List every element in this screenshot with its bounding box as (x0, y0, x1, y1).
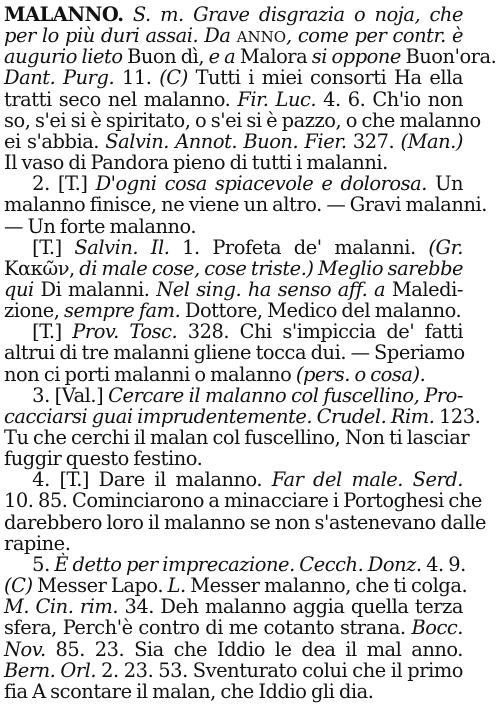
entry-text: Bocc. (411, 616, 463, 640)
entry-line (4, 468, 463, 491)
entry-text: tratti seco nel malanno. (4, 87, 238, 111)
entry-line (4, 638, 463, 661)
entry-text: , come per contr. è (286, 24, 463, 48)
entry-text: Dottore, Medico del malanno. (184, 299, 462, 323)
entry-text: ANNO (236, 28, 287, 47)
entry-text: 3. [Val.] (4, 383, 109, 407)
entry-text: — Un forte malanno. (4, 214, 197, 238)
entry-line (4, 384, 463, 407)
entry-line (4, 341, 463, 364)
entry-line (4, 299, 463, 322)
entry-text: 34. Deh malanno aggia quella terza (124, 595, 463, 619)
entry-text: fuggir questo festino. (4, 447, 203, 471)
entry-text: Un (435, 172, 464, 196)
entry-text: Il vaso di Pandora pieno di tutti i malanni. (4, 151, 388, 175)
entry-text: 123. (438, 404, 481, 428)
entry-line (4, 24, 463, 47)
entry-text: Maledi- (391, 277, 463, 301)
entry-line (4, 595, 463, 618)
entry-line (4, 426, 470, 449)
entry-line (4, 236, 463, 259)
entry-text: altrui di tre malanni gliene tocca dui. — Speriamo (4, 341, 465, 365)
entry-text: Salvin. Annot. Buon. Fier. (105, 129, 353, 153)
entry-text: D'ogni cosa spiacevole e dolorosa. (95, 172, 436, 196)
entry-text: per lo più duri assai. Da (4, 24, 237, 48)
entry-text: Κακῶν, (4, 256, 80, 280)
entry-text: rapine. (4, 531, 71, 555)
entry-line (4, 510, 486, 534)
entry-line (4, 88, 463, 111)
entry-line (4, 193, 487, 217)
entry-text: [T.] (4, 235, 75, 259)
entry-text: sempre fam. (64, 299, 185, 323)
entry-text: zione, (4, 299, 65, 323)
entry-text: 5. (4, 552, 55, 576)
entry-text: malanno finisce, ne viene un altro. — Gravi malanni. (4, 193, 487, 217)
entry-text: L. (167, 574, 191, 598)
entry-text: fia A scontare il malan, che Iddio gli dia. (4, 679, 374, 703)
entry-text: Messer malanno, che ti colga. (190, 574, 468, 598)
entry-text: Cercare il malanno col fuscellino, Pro- (108, 383, 463, 407)
entry-line (4, 3, 463, 26)
entry-text: Malora (239, 45, 312, 69)
entry-text: (pers. o cosa). (295, 362, 426, 386)
entry-text: augurio lieto (4, 45, 128, 69)
entry-line (4, 532, 463, 555)
headword: MALANNO. (4, 3, 124, 26)
entry-text: 10. 85. Cominciarono a minacciare i Portoghesi che (4, 489, 482, 513)
entry-text: 1. Profeta de' malanni. (182, 235, 429, 259)
entry-line (4, 108, 481, 132)
entry-text: Di malanni. (40, 277, 157, 301)
entry-text: (C) (4, 574, 38, 598)
entry-text: qui (4, 277, 41, 301)
entry-text: so, s'ei si è spiritato, o s'ei si è pazzo, o che malanno (4, 108, 481, 132)
entry-text: Tu che cerchi il malan col fuscellino, Non ti lasciar (4, 426, 470, 449)
entry-text: Tutti i miei consorti Ha ella (195, 66, 463, 90)
entry-text: S. m. Grave disgrazia o noja, che (123, 3, 463, 26)
entry-text: Prov. Tosc. (72, 320, 188, 344)
entry-line (4, 574, 468, 598)
entry-text: 327. (352, 129, 401, 153)
entry-text: Bern. Orl. (4, 658, 102, 682)
entry-text: 328. Chi s'impiccia de' fatti (187, 320, 463, 344)
entry-line (4, 66, 463, 89)
entry-line (4, 278, 463, 301)
entry-line (4, 616, 463, 639)
entry-text: di male cose, cose triste.) Meglio sarebbe (79, 256, 464, 280)
entry-line (4, 363, 463, 386)
entry-text: si oppone (311, 45, 406, 69)
entry-text: 2. 23. 53. Sventurato colui che il primo (101, 658, 463, 682)
entry-text: non ci porti malanni o malanno (4, 362, 296, 386)
entry-text: M. Cin. rim. (4, 595, 125, 619)
entry-line (4, 489, 482, 513)
entry-text: Dare il malanno. (98, 468, 272, 492)
entry-text: e a (208, 45, 240, 69)
entry-line (4, 215, 463, 238)
entry-text: È detto per imprecazione. Cecch. Donz. (54, 552, 427, 576)
entry-text: (Man.) (400, 129, 463, 153)
entry-text: Buon'ora. (405, 45, 496, 69)
entry-text: Messer Lapo. (37, 574, 168, 598)
entry-line (4, 404, 481, 428)
entry-text: Dant. Purg. (4, 66, 122, 90)
entry-line (4, 447, 463, 470)
entry-line (4, 151, 463, 174)
entry-text: 2. [T.] (4, 172, 96, 196)
entry-text: (C) (159, 66, 196, 90)
entry-text: Salvin. Il. (74, 235, 183, 259)
entry-line (4, 257, 463, 280)
entry-line (4, 130, 463, 153)
entry-line (4, 320, 463, 343)
entry-line (4, 680, 463, 703)
entry-line (4, 659, 463, 682)
entry-text: Nov. (4, 637, 56, 661)
entry-text: cacciarsi guai imprudentemente. Crudel. Rim. (4, 404, 439, 428)
entry-text: 4. 9. (426, 552, 466, 576)
entry-text: (Gr. (428, 235, 463, 259)
entry-text: Nel sing. ha senso aff. a (156, 277, 392, 301)
entry-line (4, 172, 463, 195)
entry-text: darebbero loro il malanno se non s'astenevano dalle (4, 510, 486, 534)
entry-text: 85. 23. Sia che Iddio le dea il mal anno. (55, 637, 464, 661)
entry-text: 4. [T.] (4, 468, 99, 492)
entry-text: Fir. Luc. (237, 87, 324, 111)
entry-text: ei s'abbia. (4, 129, 106, 153)
entry-text: [T.] (4, 320, 73, 344)
entry-line (4, 45, 496, 69)
entry-text: Far del male. Serd. (271, 468, 463, 492)
entry-text: 11. (121, 66, 160, 90)
entry-text: Buon dì, (127, 45, 209, 69)
entry-line (4, 552, 466, 576)
entry-text: sfera, Perch'è contro di me cotanto strana. (4, 616, 412, 640)
entry-text: 4. 6. Ch'io non (323, 87, 464, 111)
